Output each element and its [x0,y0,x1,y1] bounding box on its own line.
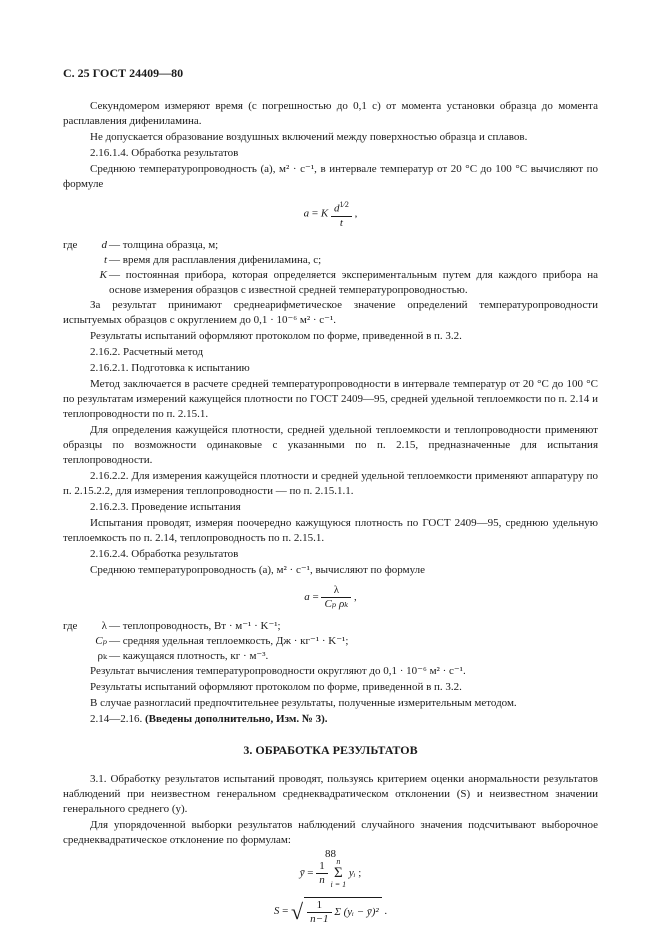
fraction: $\frac{1}{n}$ [316,860,328,887]
paragraph: В случае разногласий предпочтительнее результаты, полученные измерительным методом. [90,696,517,709]
radical-sign: √ [291,898,304,924]
amendment-note: 2.14—2.16. (Введены дополнительно, Изм. № 3). [90,712,328,725]
fraction: $\frac{\lambda}{\text{Cₚ ρₖ}}$ [321,584,351,611]
fraction: $\frac{1}{n-1}$ [307,899,331,926]
paragraph: Результат вычисления температуропроводности округляют до 0,1 · 10⁻⁶ м² · с⁻¹. [90,664,466,677]
paragraph: Метод заключается в расчете средней температуропроводности в интервале температур от 20 °С до 100 °С по результатам измерений кажущейся плотности по ГОСТ 2409—95, средней удельной теплоемкости по п. 2.14 и теплопроводности по п. 2.15.1. [63,377,598,420]
subsection-heading: 2.16.2.4. Обработка результатов [90,547,239,560]
page-content [63,99,598,934]
sum-symbol: n Σ i = 1 [330,856,347,889]
paragraph: Результаты испытаний оформляют протоколом по форме, приведенной в п. 3.2. [90,680,462,693]
where-list-1: где d — толщина образца, м; t — время для расплавления дифениламина, с; K — постоянная прибора, которая определяется экспериментальным путем для каждого прибора на основе измерения образцов с известной средней температуропроводностью. [63,238,599,296]
paragraph: Испытания проводят, измеряя поочередно кажущуюся плотность по ГОСТ 2409—95, среднюю удельную теплоемкость по п. 2.14, теплопроводность по п. 2.15.1. [63,516,598,544]
formula-std-dev: S = √ $\frac{1}{n-1}$ Σ (yᵢ − ȳ)² . [273,898,388,925]
subsection-heading: 2.16.2. Расчетный метод [90,345,204,358]
paragraph: Результаты испытаний оформляют протоколом по форме, приведенной в п. 3.2. [90,329,462,342]
paragraph: 2.16.2.2. Для измерения кажущейся плотности и средней удельной теплоемкости применяют аппаратуру по п. 2.15.2.2, для измерения теплопроводности — по п. 2.15.1.1. [63,469,598,497]
paragraph: Среднюю температуропроводность (a), м² · с⁻¹, вычисляют по формуле [90,563,425,576]
subsection-heading: 2.16.2.1. Подготовка к испытанию [90,361,250,374]
formula-diffusivity-k: a = K $\frac{d^{1⁄2}}{t}$ , [303,200,358,229]
subsection-heading: 2.16.2.3. Проведение испытания [90,500,241,513]
paragraph: Среднюю температуропроводность (a), м² · с⁻¹, в интервале температур от 20 °С до 100 °С вычисляют по формуле [63,163,598,190]
paragraph: Для определения кажущейся плотности, средней удельной теплоемкости и теплопроводности применяют образцы по возможности одинаковые с указанными по п. 2.15, предназначенные для испытания теплопроводности. [63,423,598,466]
paragraph: Не допускается образование воздушных включений между поверхностью образца и сплавов. [90,131,528,143]
section-title: 3. ОБРАБОТКА РЕЗУЛЬТАТОВ [243,742,418,757]
where-list-2: где λ — теплопроводность, Вт · м⁻¹ · K⁻¹; Cₚ — средняя удельная теплоемкость, Дж · кг⁻¹ · K⁻¹; ρₖ — кажущаяся плотность, кг · м⁻³. [63,619,349,662]
paragraph: Для упорядоченной выборки результатов наблюдений случайного значения подсчитывают выборочное среднеквадратическое отклонение по формулам: [63,818,598,846]
subsection-heading: 2.16.1.4. Обработка результатов [90,147,239,159]
page-number: 88 [325,848,336,860]
fraction: $\frac{d^{1⁄2}}{t}$ [331,198,352,230]
paragraph: За результат принимают среднеарифметическое значение определений температуропроводности испытуемых образцов с округлением до 0,1 · 10⁻⁶ м² · с⁻¹. [63,298,598,326]
radicand: $\frac{1}{n-1}$ Σ (yᵢ − ȳ)² [304,897,382,926]
formula-mean: ȳ = $\frac{1}{n}$ n Σ i = 1 yᵢ ; [299,856,362,889]
paragraph: 3.1. Обработку результатов испытаний проводят, пользуясь критерием оценки анормальности результатов наблюдений при неизвестном генеральном среднеквадратическом отклонении (S) и неизвестном значении генерального среднего (y). [63,772,598,815]
paragraph: Секундомером измеряют время (с погрешностью до 0,1 с) от момента установки образца до момента расплавления дифениламина. [63,100,598,127]
running-header: С. 25 ГОСТ 24409—80 [63,66,184,80]
formula-diffusivity-calc: a = $\frac{\lambda}{\text{Cₚ ρₖ}}$ , [304,583,357,610]
